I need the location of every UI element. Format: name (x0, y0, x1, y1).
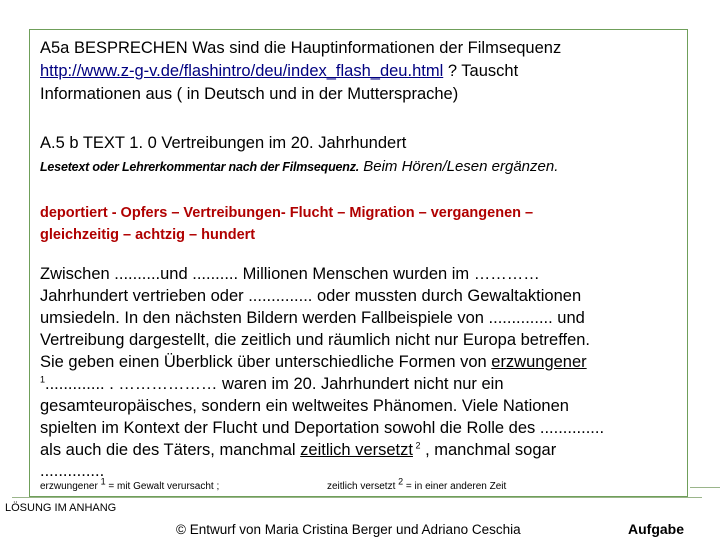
cloze-line-6 (40, 374, 504, 394)
task-a5a-line2-rest: ? Tauscht (443, 62, 519, 80)
word-bank-line1: deportiert - Opfers – Vertreibungen- Flucht – Migration – vergangenen – (40, 205, 534, 221)
task-a5a-line3: Informationen aus ( in Deutsch und in der Muttersprache) (40, 85, 459, 103)
cloze-line-10: .............. (40, 462, 105, 480)
cloze-line-9-end: , manchmal sogar (420, 441, 557, 459)
footer-divider-right (690, 487, 720, 488)
footnote-1-number: 1 (100, 476, 106, 487)
footnote-ref-1: 1 (40, 374, 46, 385)
footer-divider (12, 497, 702, 498)
footnote-2-number: 2 (398, 476, 404, 487)
footnote-ref-2: 2 (412, 440, 421, 451)
cloze-line-4: Vertreibung dargestellt, die zeitlich und räumlich nicht nur Europa betreffen. (40, 331, 591, 349)
solution-note: LÖSUNG IM ANHANG (5, 502, 117, 514)
term-erzwungener: erzwungener (491, 353, 587, 371)
footnote-2-definition: = in einer anderen Zeit (403, 481, 507, 492)
copyright-notice: © Entwurf von Maria Cristina Berger und Adriano Ceschia (176, 522, 521, 537)
intro-instruction: Beim Hören/Lesen ergänzen. (359, 158, 559, 175)
footnote-1-term: erzwungener (40, 481, 98, 492)
film-sequence-link[interactable]: http://www.z-g-v.de/flashintro/deu/index_flash_deu.html (40, 62, 444, 80)
cloze-line-9 (40, 440, 556, 460)
footnote-2-term: zeitlich versetzt (327, 481, 396, 492)
cloze-line-5 (40, 352, 587, 372)
cloze-line-7: gesamteuropäisches, sondern ein weltweites Phänomen. Viele Nationen (40, 397, 569, 415)
task-a5b-intro (40, 157, 558, 177)
cloze-line-5-text: Sie geben einen Überblick über unterschiedliche Formen von (40, 353, 492, 371)
footnote-1 (40, 476, 220, 492)
aufgabe-label: Aufgabe (628, 521, 684, 537)
cloze-line-6-text: ............. . ……………… waren im 20. Jahrhundert nicht nur ein (45, 375, 504, 393)
task-a5a-line2 (40, 61, 518, 81)
cloze-line-2: Jahrhundert vertrieben oder .............. oder mussten durch Gewaltaktionen (40, 287, 582, 305)
word-bank-line2: gleichzeitig – achtzig – hundert (40, 227, 256, 243)
cloze-line-1: Zwischen ..........und .......... Millionen Menschen wurden im ………… (40, 265, 540, 283)
term-zeitlich-versetzt: zeitlich versetzt (300, 441, 413, 459)
intro-bold-text: Lesetext oder Lehrerkommentar nach der Filmsequenz. (40, 160, 360, 174)
task-a5b-title: A.5 b TEXT 1. 0 Vertreibungen im 20. Jahrhundert (40, 134, 407, 152)
footnote-2 (327, 476, 507, 492)
task-a5a-heading: A5a BESPRECHEN Was sind die Hauptinformationen der Filmsequenz (40, 39, 562, 57)
footnote-1-definition: = mit Gewalt verursacht ; (105, 481, 220, 492)
cloze-line-3: umsiedeln. In den nächsten Bildern werden Fallbeispiele von .............. und (40, 309, 585, 327)
cloze-line-9-text: als auch die des Täters, manchmal (40, 441, 301, 459)
cloze-line-8: spielten im Kontext der Flucht und Deportation sowohl die Rolle des .............. (40, 419, 605, 437)
